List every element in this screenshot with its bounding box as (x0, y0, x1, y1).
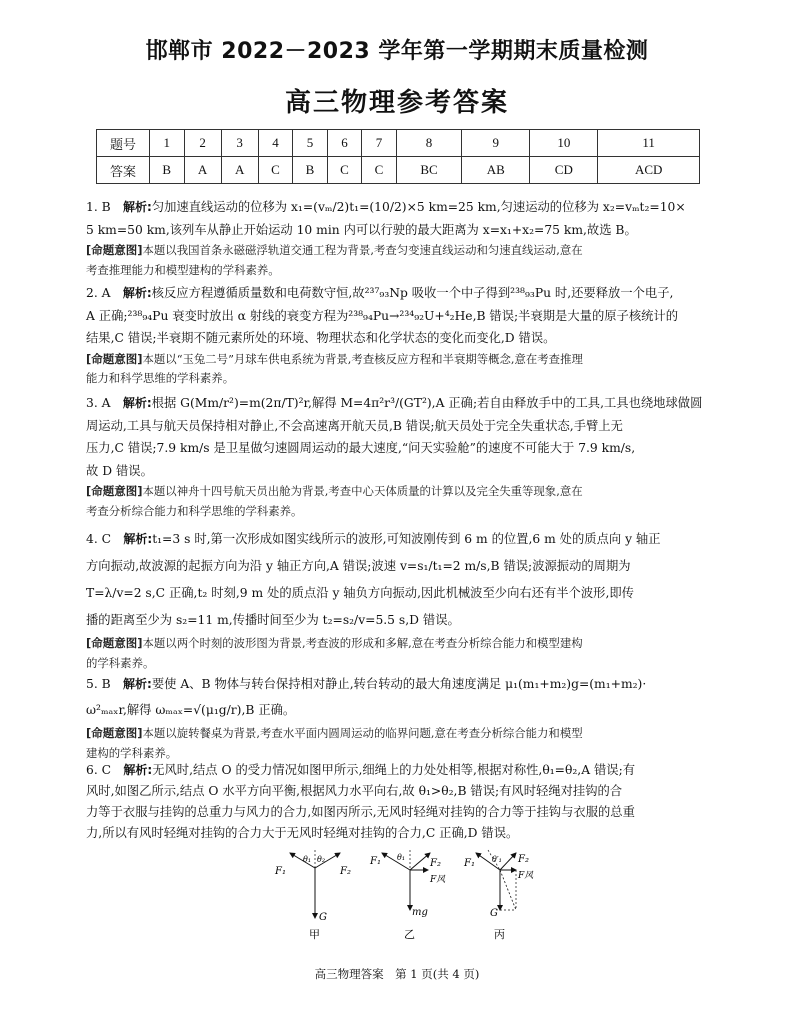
question-4-solution (86, 526, 716, 673)
solution-line: 故 D 错误。 (86, 463, 153, 478)
solution-text: 无风时,结点 O 的受力情况如图甲所示,细绳上的力处处相等,根据对称性,θ₁=θ₂,A 错误;有 (152, 763, 636, 777)
analysis-label: 解析: (122, 286, 152, 300)
analysis-label: 解析: (123, 677, 152, 691)
intent-text: 建构的学科素养。 (86, 745, 178, 760)
label-f1: F₁ (275, 866, 286, 877)
table-row-label: 答案 (97, 157, 150, 184)
table-cell: 11 (598, 130, 700, 157)
label-f1: F₁ (464, 858, 475, 869)
question-number-row (97, 130, 700, 157)
table-cell: 4 (258, 130, 293, 157)
question-head: 6. C (86, 763, 112, 777)
table-cell: C (258, 157, 293, 184)
table-row-label: 题号 (97, 130, 150, 157)
table-cell: B (150, 157, 185, 184)
analysis-label: 解析: (123, 763, 153, 777)
proposition-intent (86, 724, 716, 744)
question-6-solution (86, 760, 716, 844)
label-theta1: θ₁ (397, 853, 406, 862)
table-cell: B (293, 157, 328, 184)
table-cell: 8 (396, 130, 461, 157)
answer-subtitle: 高三物理参考答案 (284, 88, 509, 118)
diagram-bing (463, 850, 534, 941)
question-3-solution (86, 392, 716, 521)
solution-line (86, 282, 716, 305)
intent-text: 考查推理能力和模型建构的学科素养。 (86, 262, 280, 277)
table-cell: C (362, 157, 397, 184)
answer-row (97, 157, 700, 184)
table-cell: C (327, 157, 362, 184)
caption-bing: 丙 (494, 928, 505, 941)
label-g: G (319, 912, 327, 923)
table-cell: 9 (462, 130, 530, 157)
analysis-label: 解析: (123, 200, 152, 214)
solution-line: T=λ/v=2 s,C 正确,t₂ 时刻,9 m 处的质点沿 y 轴负方向振动,因此机械波至少向右还有半个波形,即传 (86, 586, 634, 600)
intent-label: [命题意图] (86, 636, 143, 650)
label-g: G (490, 908, 498, 919)
force-diagrams (270, 848, 540, 943)
question-head: 5. B (86, 677, 111, 691)
intent-text: 考查分析综合能力和科学思维的学科素养。 (86, 503, 303, 518)
diagram-yi (369, 850, 446, 941)
table-cell: 3 (221, 130, 258, 157)
label-f1: F₁ (370, 856, 381, 867)
label-f2: F₂ (518, 854, 529, 865)
table-cell: A (184, 157, 221, 184)
solution-line: 风时,如图乙所示,结点 O 水平方向平衡,根据风力水平向右,故 θ₁>θ₂,B 错误;有风时轻绳对挂钩的合 (86, 784, 623, 798)
proposition-intent (86, 350, 716, 370)
proposition-intent (86, 241, 716, 261)
table-cell: BC (396, 157, 461, 184)
label-theta1: θ₁ (303, 855, 312, 864)
table-cell: 2 (184, 130, 221, 157)
intent-text: 本题以两个时刻的波形图为背景,考查波的形成和多解,意在考查分析综合能力和模型建构 (142, 636, 583, 650)
solution-line: 结果,C 错误;半衰期不随元素所处的环境、物理状态和化学状态的变化而变化,D 错误。 (86, 331, 556, 345)
table-cell: 6 (327, 130, 362, 157)
question-head: 1. B (86, 200, 111, 214)
table-cell: A (221, 157, 258, 184)
solution-text: 匀加速直线运动的位移为 x₁=(vₘ/2)t₁=(10/2)×5 km=25 km,匀速运动的位移为 x₂=vₘt₂=10× (151, 200, 686, 214)
intent-text: 本题以我国首条永磁磁浮轨道交通工程为背景,考查匀变速直线运动和匀速直线运动,意在 (142, 243, 583, 257)
exam-title: 邯郸市 2022－2023 学年第一学期期末质量检测 (145, 39, 649, 64)
intent-text: 本题以“玉兔二号”月球车供电系统为背景,考查核反应方程和半衰期等概念,意在考查推理 (142, 351, 583, 366)
intent-text: 能力和科学思维的学科素养。 (86, 371, 235, 385)
solution-line: 力,所以有风时轻绳对挂钩的合力大于无风时轻绳对挂钩的合力,C 正确,D 错误。 (86, 826, 519, 840)
table-cell: 10 (530, 130, 598, 157)
solution-line: 周运动,工具与航天员保持相对静止,不会高速离开航天员,B 错误;航天员处于完全失重状态,手臂上无 (86, 418, 623, 433)
solution-line (86, 672, 716, 696)
label-theta1-prime: θ′₁ (492, 855, 502, 864)
solution-line: A 正确;²³⁸₉₄Pu 衰变时放出 α 射线的衰变方程为²³⁸₉₄Pu→²³⁴₉₂U+⁴₂He,B 错误;半衰期是大量的原子核统计的 (86, 308, 679, 323)
solution-line (86, 526, 716, 553)
proposition-intent (86, 634, 716, 654)
caption-jia: 甲 (309, 928, 320, 941)
label-f2: F₂ (430, 858, 441, 869)
question-2-solution (86, 282, 716, 389)
solution-line (86, 196, 716, 219)
analysis-label: 解析: (123, 532, 153, 546)
diagram-jia (274, 850, 351, 941)
table-cell: ACD (598, 157, 700, 184)
question-head: 2. A (86, 286, 111, 300)
solution-text: 根据 G(Mm/r²)=m(2π/T)²r,解得 M=4π²r³/(GT²),A 正确;若自由释放手中的工具,工具也绕地球做圆 (151, 396, 703, 410)
solution-text: 要使 A、B 物体与转台保持相对静止,转台转动的最大角速度满足 μ₁(m₁+m₂)g=(m₁+m₂)· (151, 677, 647, 691)
intent-label: [命题意图] (86, 484, 143, 498)
force-arrow-f2 (410, 853, 430, 870)
intent-text: 本题以旋转餐桌为背景,考查水平面内圆周运动的临界问题,意在考查分析综合能力和模型 (142, 726, 583, 740)
solution-line (86, 392, 716, 415)
question-5-solution (86, 672, 716, 763)
question-head: 4. C (86, 532, 112, 546)
analysis-label: 解析: (122, 396, 152, 410)
label-wind-force: F风 (518, 871, 534, 881)
intent-label: [命题意图] (86, 243, 143, 257)
solution-line: 方向振动,故波源的起振方向为沿 y 轴正方向,A 错误;波速 v=s₁/t₁=2 m/s,B 错误;波源振动的周期为 (86, 559, 631, 573)
label-theta2: θ₂ (317, 855, 326, 864)
page-footer: 高三物理答案 第 1 页(共 4 页) (314, 967, 480, 981)
solution-line: 播的距离至少为 s₂=11 m,传播时间至少为 t₂=s₂/v=5.5 s,D 错误。 (86, 613, 460, 627)
proposition-intent (86, 482, 716, 502)
intent-text: 的学科素养。 (86, 655, 155, 670)
force-arrow-f2 (500, 853, 516, 870)
solution-text: 核反应方程遵循质量数和电荷数守恒,故²³⁷₉₃Np 吸收一个中子得到²³⁸₉₃Pu 时,还要释放一个电子, (151, 286, 674, 300)
label-wind-force: F风 (430, 875, 446, 885)
table-cell: 1 (150, 130, 185, 157)
solution-line (86, 760, 716, 781)
solution-line: ω²ₘₐₓr,解得 ωₘₐₓ=√(μ₁g/r),B 正确。 (86, 703, 296, 717)
intent-label: [命题意图] (86, 351, 143, 366)
table-cell: 5 (293, 130, 328, 157)
solution-line: 力等于衣服与挂钩的总重力与风力的合力,如图丙所示,无风时轻绳对挂钩的合力等于挂钩与衣服的总重 (86, 805, 635, 819)
solution-line: 5 km=50 km,该列车从静止开始运动 10 min 内可以行驶的最大距离为 x=x₁+x₂=75 km,故选 B。 (86, 222, 637, 237)
table-cell: CD (530, 157, 598, 184)
label-f2: F₂ (340, 866, 351, 877)
intent-label: [命题意图] (86, 726, 143, 740)
question-head: 3. A (86, 396, 111, 410)
table-cell: AB (462, 157, 530, 184)
question-1-solution (86, 196, 716, 280)
solution-text: t₁=3 s 时,第一次形成如图实线所示的波形,可知波刚传到 6 m 的位置,6 m 处的质点向 y 轴正 (152, 532, 661, 546)
answer-table (96, 129, 700, 184)
label-mg: mg (412, 907, 428, 918)
caption-yi: 乙 (404, 928, 415, 941)
table-cell: 7 (362, 130, 397, 157)
solution-line: 压力,C 错误;7.9 km/s 是卫星做匀速圆周运动的最大速度,“问天实验舱”的速度不可能大于 7.9 km/s, (86, 441, 636, 455)
force-arrow-f1 (382, 853, 410, 870)
resultant-force-line (500, 870, 516, 910)
intent-text: 本题以神舟十四号航天员出舱为背景,考查中心天体质量的计算以及完全失重等现象,意在 (142, 484, 583, 498)
